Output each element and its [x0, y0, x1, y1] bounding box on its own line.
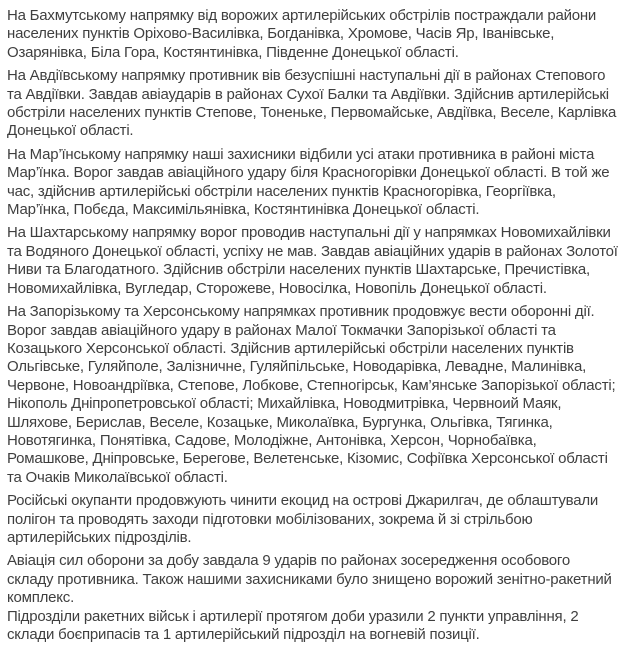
paragraph-marinka-direction: На Мар’їнському напрямку наші захисники відбили усі атаки противника в районі міста Мар’їнка. Ворог завдав авіаційного удару біля Красногорівки Донецької області. В той же час, здійснив артилерійські обстріли населених пунктів Красногорівка, Георгіївка, Мар’їнка, Побєда, Максимільянівка, Костянтинівка Донецької області. — [7, 145, 610, 219]
paragraph-shakhtarske-direction: На Шахтарському напрямку ворог проводив наступальні дії у напрямках Новомихайлівки та Водяного Донецької області, успіху не мав. Завдав авіаційних ударів в районах Золотої Ниви та Благодатного. Здійснив обстріли населених пунктів Шахтарське, Пречистівка, Новомихайлівка, Вугледар, Сторожеве, Новосілка, Новопіль Донецької області. — [7, 224, 618, 297]
paragraph-defense-aviation-strikes: Авіація сил оборони за добу завдала 9 ударів по районах зосередження особового складу противника. Також нашими захисниками було знищено ворожий зенітно-ракетний комплекс. — [7, 552, 612, 607]
paragraph-dzharylhach-ecocide: Російські окупанти продовжують чинити екоцид на острові Джарилгач, де облаштували полігон та проводять заходи підготовки мобілізованих, зокрема й зі стрільбою артилерійських підрозділів. — [7, 492, 599, 546]
paragraph-missile-artillery-results: Підрозділи ракетних військ і артилерії протягом доби уразили 2 пункти управління, 2 склади боєприпасів та 1 артилерійський підрозділ на вогневій позиції. — [7, 607, 579, 643]
paragraph-avdiivka-direction: На Авдіївському напрямку противник вів безуспішні наступальні дії в районах Степового та Авдіївки. Завдав авіаударів в районах Сухої Балки та Авдіївки. Здійснив артилерійські обстріли населених пунктів Степове, Тоненьке, Первомайське, Авдіївка, Веселе, Карлівка Донецької області. — [7, 67, 617, 140]
paragraph-bakhmut-direction: На Бахмутському напрямку від ворожих артилерійських обстрілів постраждали райони населених пунктів Оріхово-Василівка, Богданівка, Хромове, Часів Яр, Іванівське, Озарянівка, Біла Гора, Костянтинівка, Південне Донецької області. — [7, 7, 597, 61]
paragraph-zaporizhzhia-kherson-directions: На Запорізькому та Херсонському напрямках противник продовжує вести оборонні дії. Ворог завдав авіаційного удару в районах Малої Токмачки Запорізької області та Козацького Херсонської області. Здійснив артилерійські обстріли населених пунктів Ольгівське, Гуляйполе, Залізничне, Гуляйпільське, Новодарівка, Левадне, Малинівка, Червоне, Новоандріївка, Степове, Лобкове, Степногірськ, Кам’янське Запорізької області; Нікополь Дніпропетровської області; Михайлівка, Новодмитрівка, Червноий Маяк, Шляхове, Берислав, Веселе, Козацьке, Миколаївка, Бургунка, Ольгівка, Тягинка, Новотягинка, Понятівка, Садове, Молодіжне, Антонівка, Херсон, Чорнобаївка, Ромашкове, Дніпровське, Берегове, Велетенське, Кізомис, Софіївка Херсонської області та Очаків Миколаївської області. — [7, 303, 616, 486]
